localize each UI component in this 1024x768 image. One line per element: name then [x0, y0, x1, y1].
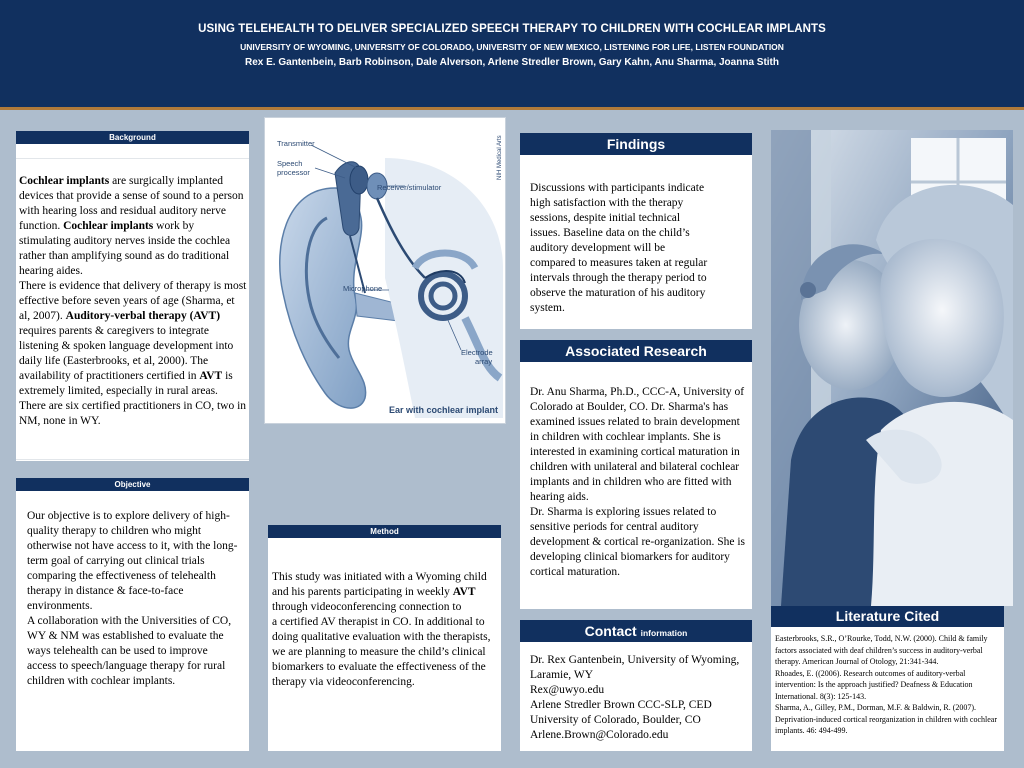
label-electrode: Electrode	[461, 348, 493, 357]
photo-illustration	[771, 130, 1013, 606]
objective-panel	[16, 478, 249, 751]
method-avt-term: AVT	[452, 586, 476, 598]
reference-2: Rhoades, E. ((2006). Research outcomes of auditory-verbal intervention: Is the approach justified? Deafness & Education International. 8(3): 125-143.	[775, 668, 973, 701]
poster-affiliations: UNIVERSITY OF WYOMING, UNIVERSITY OF COLORADO, UNIVERSITY OF NEW MEXICO, LISTENING FOR LIFE, LISTEN FOUNDATION	[240, 42, 784, 52]
child-implant-device	[800, 282, 816, 298]
method-panel	[268, 525, 501, 751]
background-term-1: Cochlear implants	[19, 175, 110, 187]
literature-heading: Literature Cited	[771, 606, 1004, 627]
contact-email-1[interactable]: Rex@uwyo.edu	[530, 684, 605, 696]
background-term-3: Auditory-verbal therapy (AVT)	[65, 310, 221, 322]
associated-research-heading: Associated Research	[520, 340, 752, 362]
objective-paragraph-1: Our objective is to explore delivery of high-quality therapy to children who might otherwise not have access to it, with the long-term goal of carrying out clinical trials comparing the effectiveness of telehealth therapy in distance & face-to-face environments.	[27, 510, 238, 612]
contact-heading-main: Contact	[584, 623, 637, 639]
label-processor: processor	[277, 168, 310, 177]
label-transmitter: Transmitter	[277, 139, 315, 148]
findings-text: Discussions with participants indicate high satisfaction with the therapy sessions, despite initial technical issues. Baseline data on the child’s auditory development will be compared to measures taken at regular intervals through the therapy period to observe the maturation of his auditory system.	[530, 182, 708, 314]
literature-panel	[771, 606, 1004, 751]
associated-paragraph-1: Dr. Anu Sharma, Ph.D., CCC-A, University of Colorado at Boulder, CO. Dr. Sharma's has examined issues related to brain development in children with cochlear implants. She is interested in examining cortical maturation in children with unilateral and bilateral cochlear implants and in children who are fitted with hearing aids.	[530, 386, 745, 503]
method-heading: Method	[268, 525, 501, 538]
poster-title: USING TELEHEALTH TO DELIVER SPECIALIZED SPEECH THERAPY TO CHILDREN WITH COCHLEAR IMPLANTS	[198, 23, 826, 35]
objective-paragraph-2: A collaboration with the Universities of CO, WY & NM was established to evaluate the ways telehealth can be used to improve access to speech/language therapy for rural children with cochlear implants.	[27, 615, 232, 687]
label-array: array	[475, 357, 493, 366]
objective-text	[27, 509, 239, 689]
label-receiver: Receiver/stimulator	[377, 183, 442, 192]
mother-child-photo	[771, 130, 1013, 606]
associated-research-text	[530, 385, 750, 580]
figure-caption: Ear with cochlear implant	[389, 405, 499, 415]
ear-illustration	[265, 118, 505, 423]
background-text: Cochlear implants are surgically implanted devices that provide a sense of sound to a person with hearing loss and residual auditory nerve function. Cochlear implants work by stimulating auditory nerves inside the cochlea rather than amplifying sound as do traditional hearing aides. There is evidence that delivery of therapy is most effective before seven years of age (Sharma, et al, 2007). Auditory-verbal therapy (AVT) requires parents & caregivers to integrate listening & spoken language development into daily life (Easterbrooks, et al, 2000). The availability of practitioners certified in AVT is extremely limited, especially in rural areas. There are six certified practitioners in CO, two in NM, none in WY.	[19, 175, 247, 427]
associated-research-panel	[520, 340, 752, 609]
poster-authors: Rex E. Gantenbein, Barb Robinson, Dale Alverson, Arlene Stredler Brown, Gary Kahn, Anu Sharma, Joanna Stith	[245, 57, 779, 68]
contact-line-3: Arlene Stredler Brown CCC-SLP, CED	[530, 699, 712, 711]
method-text: This study was initiated with a Wyoming child and his parents participating in weekly AVT through videoconferencing connection to a certified AV therapist in CO. In additional to doing qualitative evaluation with the therapists, we are planning to measure the child’s clinical biomarkers to evaluate the effectiveness of the therapy via videoconferencing.	[272, 571, 491, 688]
contact-text	[530, 653, 745, 743]
figure-credit: NIH Medical Arts	[497, 135, 503, 180]
reference-1: Easterbrooks, S.R., O’Rourke, Todd, N.W. (2000). Child & family factors associated with deaf children’s success in auditory-verbal therapy. American Journal of Otology, 21:341-344.	[775, 634, 988, 666]
contact-panel	[520, 620, 752, 751]
background-panel	[16, 131, 249, 461]
objective-heading: Objective	[16, 478, 249, 491]
background-heading: Background	[16, 131, 249, 144]
reference-3: Sharma, A., Gilley, P.M., Dorman, M.F. & Baldwin, R. (2007). Deprivation-induced cortical reorganization in children with cochlear implants. 46: 494-499.	[775, 703, 997, 735]
contact-line-1: Dr. Rex Gantenbein, University of Wyoming, Laramie, WY	[530, 654, 740, 681]
contact-heading	[520, 620, 752, 642]
findings-heading: Findings	[520, 133, 752, 155]
contact-heading-sub: information	[640, 628, 688, 638]
contact-line-4: University of Colorado, Boulder, CO	[530, 714, 701, 726]
background-term-2: Cochlear implants	[63, 220, 154, 232]
poster-header	[0, 0, 1024, 110]
associated-paragraph-2: Dr. Sharma is exploring issues related to sensitive periods for central auditory development & cortical re-organization. She is developing clinical biomarkers for auditory cortical maturation.	[530, 506, 746, 578]
literature-list	[775, 633, 1001, 737]
cochlear-implant-figure	[264, 117, 506, 424]
transmitter-device	[350, 166, 368, 194]
label-speech: Speech	[277, 159, 303, 168]
background-term-4: AVT	[199, 370, 223, 382]
contact-email-2[interactable]: Arlene.Brown@Colorado.edu	[530, 729, 669, 741]
findings-panel	[520, 133, 752, 329]
label-microphone: Microphone	[343, 284, 383, 293]
